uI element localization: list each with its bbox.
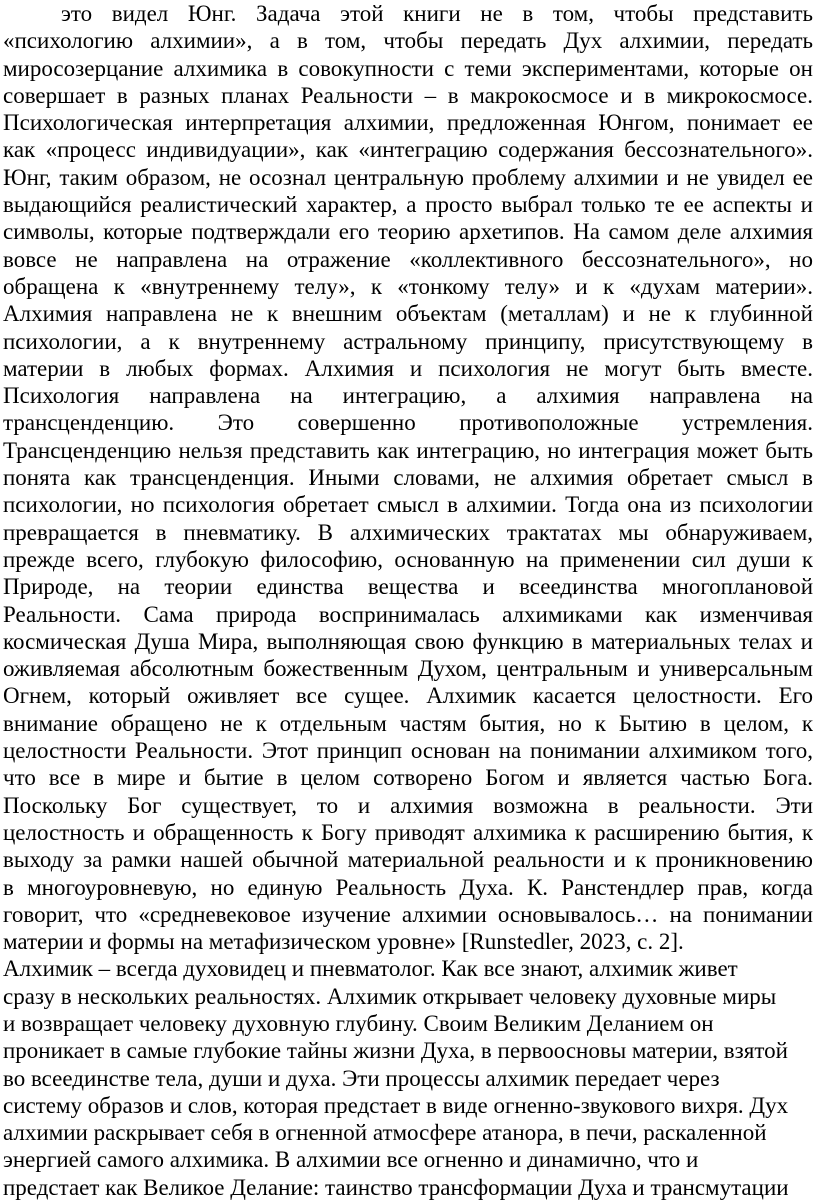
text-line: как «процесс индивидуации», как «интеграцию содержания бессознательного». (3, 137, 813, 163)
text-line: Психологическая интерпретация алхимии, предложенная Юнгом, понимает ее (3, 110, 813, 136)
text-line: обращена к «внутреннему телу», к «тонкому телу» и к «духам материи». (3, 273, 813, 299)
text-line: превращается в пневматику. В алхимических трактатах мы обнаруживаем, (3, 519, 813, 545)
text-line: это видел Юнг. Задача этой книги не в том, чтобы представить (61, 1, 813, 26)
text-line: в многоуровневую, но единую Реальность Духа. К. Ранстендлер прав, когда (3, 874, 813, 900)
text-line: говорит, что «средневековое изучение алхимии основывалось… на понимании (3, 901, 813, 927)
text-line: выдающийся реалистический характер, а просто выбрал только те ее аспекты и (3, 192, 813, 218)
text-line: сразу в нескольких реальностях. Алхимик открывает человеку духовные миры (3, 983, 777, 1009)
text-line: Юнг, таким образом, не осознал центральную проблему алхимии и не увидел ее (3, 164, 813, 190)
text-line: психологии, а к внутреннему астральному принципу, присутствующему в (3, 328, 813, 354)
text-line: Реальности. Сама природа воспринималась алхимиками как изменчивая (3, 601, 813, 627)
text-line: трансценденцию. Это совершенно противоположные устремления. (3, 410, 813, 436)
text-line: символы, которые подтверждали его теорию архетипов. На самом деле алхимия (3, 219, 813, 245)
text-line: совершает в разных планах Реальности – в макрокосмосе и в микрокосмосе. (3, 82, 813, 108)
text-line: вовсе не направлена на отражение «коллективного бессознательного», но (3, 246, 813, 272)
text-line: внимание обращено не к отдельным частям бытия, но к Бытию в целом, к (3, 710, 813, 736)
text-line: предстает как Великое Делание: таинство трансформации Духа и трансмутации (3, 1174, 789, 1200)
text-line: целостность и обращенность к Богу приводят алхимика к расширению бытия, к (3, 819, 813, 845)
text-line: Трансценденцию нельзя представить как интеграцию, но интеграция может быть (3, 437, 813, 463)
text-line: психологии, но психология обретает смысл в алхимии. Тогда она из психологии (3, 492, 813, 518)
text-line: Психология направлена на интеграцию, а алхимия направлена на (3, 383, 813, 409)
text-line: понята как трансценденция. Иными словами, не алхимия обретает смысл в (3, 465, 813, 491)
text-line: оживляемая абсолютным божественным Духом, центральным и универсальным (3, 656, 813, 682)
text-line: энергией самого алхимика. В алхимии все огненно и динамично, что и (3, 1147, 699, 1173)
paragraph-alchemist-pneumatologist (3, 955, 813, 1201)
text-line: Алхимик – всегда духовидец и пневматолог. Как все знают, алхимик живет (3, 956, 738, 982)
text-line: Алхимия направлена не к внешним объектам (металлам) и не к глубинной (3, 301, 813, 327)
text-line: Природе, на теории единства вещества и всеединства многоплановой (3, 574, 813, 600)
text-line: целостности Реальности. Этот принцип основан на понимании алхимиком того, (3, 738, 813, 764)
paragraph-jung-and-alchemy (3, 0, 813, 955)
text-line: алхимии раскрывает себя в огненной атмосфере атанора, в печи, раскаленной (3, 1120, 767, 1146)
text-line: и возвращает человеку духовную глубину. Своим Великим Деланием он (3, 1010, 714, 1036)
text-line: материи в любых формах. Алхимия и психология не могут быть вместе. (3, 355, 813, 381)
text-line: проникает в самые глубокие тайны жизни Духа, в первоосновы материи, взятой (3, 1038, 788, 1064)
text-line: прежде всего, глубокую философию, основанную на применении сил души к (3, 546, 813, 572)
text-line: выходу за рамки нашей обычной материальной реальности и к проникновению (3, 847, 813, 873)
text-line: миросозерцание алхимика в совокупности с теми экспериментами, которые он (3, 55, 813, 81)
text-line: что все в мире и бытие в целом сотворено Богом и является частью Бога. (3, 765, 813, 791)
text-line: Огнем, который оживляет все сущее. Алхимик касается целостности. Его (3, 683, 813, 709)
text-line: материи и формы на метафизическом уровне» [Runstedler, 2023, с. 2]. (3, 929, 684, 955)
text-line: во всеединстве тела, души и духа. Эти процессы алхимик передает через (3, 1065, 720, 1091)
text-line: «психологию алхимии», а в том, чтобы передать Дух алхимии, передать (3, 28, 813, 54)
text-line: систему образов и слов, которая предстает в виде огненно-звукового вихря. Дух (3, 1092, 789, 1118)
text-line: космическая Душа Мира, выполняющая свою функцию в материальных телах и (3, 628, 813, 654)
text-line: Поскольку Бог существует, то и алхимия возможна в реальности. Эти (3, 792, 813, 818)
